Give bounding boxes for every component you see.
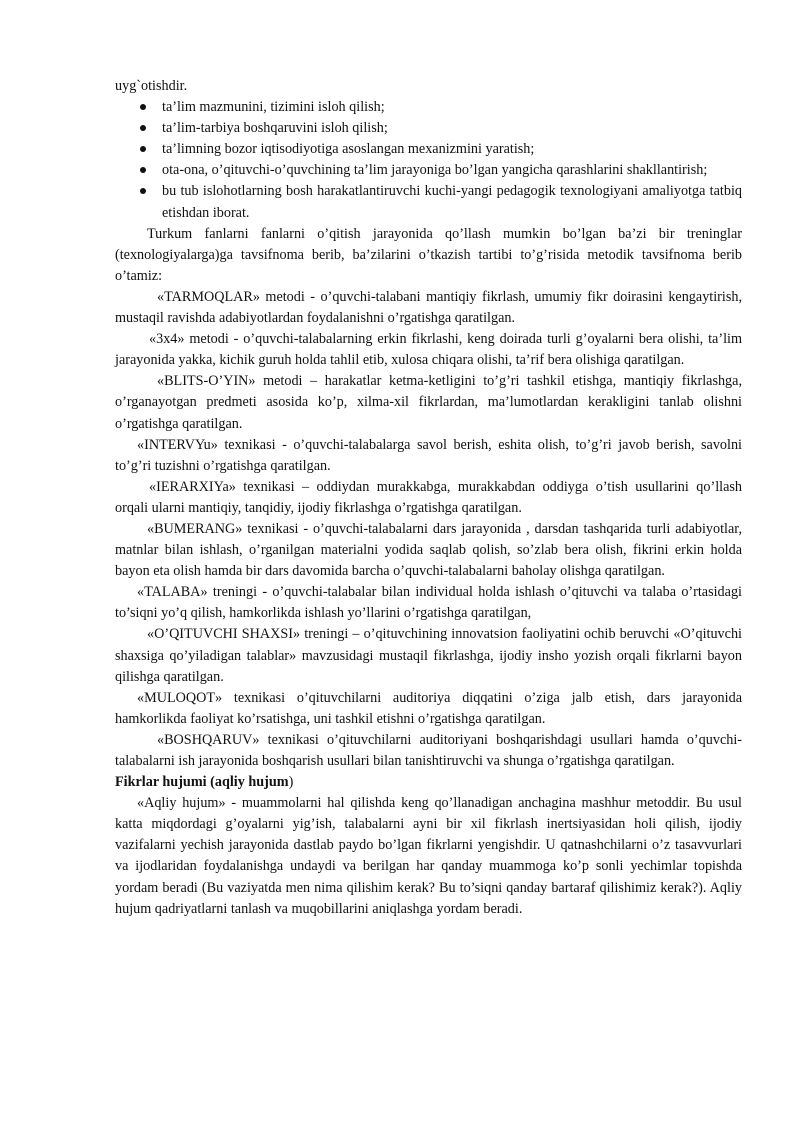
paragraph-blits-oyin: «BLITS-O’YIN» metodi – harakatlar ketma-ketligini to’g’ri tashkil etishga, mantiqiy fikrlashga, o’rganayotgan predmeti asosida ko’p, xilma-xil fikrlardan, ma’lumotlardan kerakligini tanlab olishni o’rgatishga qaratilgan.: [115, 373, 742, 432]
paragraph-boshqaruv: «BOSHQARUV» texnikasi o’qituvchilarni auditoriyani boshqarishdagi usullari hamda o’quvchi-talabalarni ish jarayonida boshqarish usullari bilan tanishtiruvchi va shunga o’rgatishga qaratilgan.: [115, 731, 742, 769]
paragraph-oqituvchi-shaxsi: «O’QITUVCHI SHAXSI» treningi – o’qituvchining innovatsion faoliyatini ochib beruvchi «O’qituvchi shaxsiga qo’yiladigan talablar» mavzusidagi mustaqil fikrlashga, ijodiy insho yozish orqali fikrlarni bayon qilishga qaratilgan.: [115, 626, 742, 685]
paragraph-intervyu: «INTERVYu» texnikasi - o’quvchi-talabalarga savol berish, eshita olish, to’g’ri javob berish, savolni to’g’ri tuzishni o’rgatishga qaratilgan.: [115, 436, 742, 474]
section-heading-bold: Fikrlar hujumi (aqliy hujum: [115, 774, 289, 791]
document-page: [115, 76, 742, 920]
bullet-item: ta’limning bozor iqtisodiyotiga asoslangan mexanizmini yaratish;: [115, 139, 742, 160]
bullet-icon: [140, 104, 146, 110]
bullet-icon: [140, 167, 146, 173]
intro-line: uyg`otishdir.: [115, 78, 188, 94]
bullet-item: bu tub islohotlarning bosh harakatlantiruvchi kuchi-yangi pedagogik texnologiyani amaliyotga tatbiq etishdan iborat.: [115, 181, 742, 223]
bullet-icon: [140, 188, 146, 194]
paragraph-ierarxiya: «IERARXIYa» texnikasi – oddiydan murakkabga, murakkabdan oddiyga o’tish usullarini qo’llash orqali ularni mantiqiy, tanqidiy, ijodiy fikrlashga o’rgatishga qaratilgan.: [115, 478, 742, 516]
bullet-item: ota-ona, o’qituvchi-o’quvchining ta’lim jarayoniga bo’lgan yangicha qarashlarini shakllantirish;: [115, 160, 742, 181]
paragraph-aqliy-hujum: «Aqliy hujum» - muammolarni hal qilishda keng qo’llanadigan anchagina mashhur metoddir. Bu usul katta miqdordagi g’oyalarni yig’ish, talabalarni ayni bir xil fikrlash inertsiyasidan holi qilish, ijodiy vazifalarni yechish jarayonida dastlab paydo bo’lgan fikrlarni yengishdir. U qatnashchilarni o’z tasavvurlari va ijodlaridan foydalanishga undaydi va berilgan har qanday muammoga ko’p sonli yechimlar topishda yordam beradi (Bu vaziyatda men nima qilishim kerak? Bu to’siqni qanday bartaraf qilishimiz kerak?). Aqliy hujum qadriyatlarni tanlash va muqobillarini aniqlashga yordam beradi.: [115, 795, 742, 917]
section-heading: [115, 772, 742, 793]
paragraph-tarmoqlar: «TARMOQLAR» metodi - o’quvchi-talabani mantiqiy fikrlash, umumiy fikr doirasini kengaytirish, mustaqil ravishda adabiyotlardan foydalanishni o’rgatishga qaratilgan.: [115, 288, 742, 327]
paragraph-talaba: «TALABA» treningi - o’quvchi-talabalar bilan individual holda ishlash o’qituvchi va talaba o’rtasidagi to’siqni yo’q qilish, hamkorlikda ishlash yo’llarini o’rgatishga qaratilgan,: [115, 584, 742, 622]
bullet-item: ta’lim-tarbiya boshqaruvini isloh qilish;: [115, 118, 742, 139]
bullet-icon: [140, 146, 146, 152]
reform-bullet-list: [115, 97, 742, 224]
paragraph-intro-trainings: Turkum fanlarni fanlarni o’qitish jarayonida qo’llash mumkin bo’lgan ba’zi bir treninglar (texnologiyalarga)ga tavsifnoma berib, ba’zilarini o’tkazish tartibi to’g’risida metodik tavsifnoma berib o’tamiz:: [115, 225, 742, 284]
paragraph-bumerang: «BUMERANG» texnikasi - o’quvchi-talabalarni dars jarayonida , darsdan tashqarida turli adabiyotlar, matnlar bilan ishlash, o’rganilgan materialni yodida saqlab qolish, so’zlab bera olish, fikrini erkin holda bayon eta olish hamda bir dars davomida barcha o’quvchi-talabalarni baholay olishga qaratilgan.: [115, 520, 742, 580]
bullet-item: ta’lim mazmunini, tizimini isloh qilish;: [115, 97, 742, 118]
section-heading-close: ): [288, 774, 294, 791]
paragraph-muloqot: «MULOQOT» texnikasi o’qituvchilarni auditoriya diqqatini o’ziga jalb etish, dars jarayonida hamkorlikda faoliyat ko’rsatishga, uni tashkil etishni o’rgatishga qaratilgan.: [115, 689, 742, 727]
bullet-icon: [140, 125, 146, 131]
paragraph-3x4: «3x4» metodi - o’quvchi-talabalarning erkin fikrlashi, keng doirada turli g’oyalarni bera olishi, ta’lim jarayonida yakka, kichik guruh holda tahlil etib, xulosa chiqara olishi, ta’rif bera olishiga qaratilgan.: [115, 331, 742, 369]
